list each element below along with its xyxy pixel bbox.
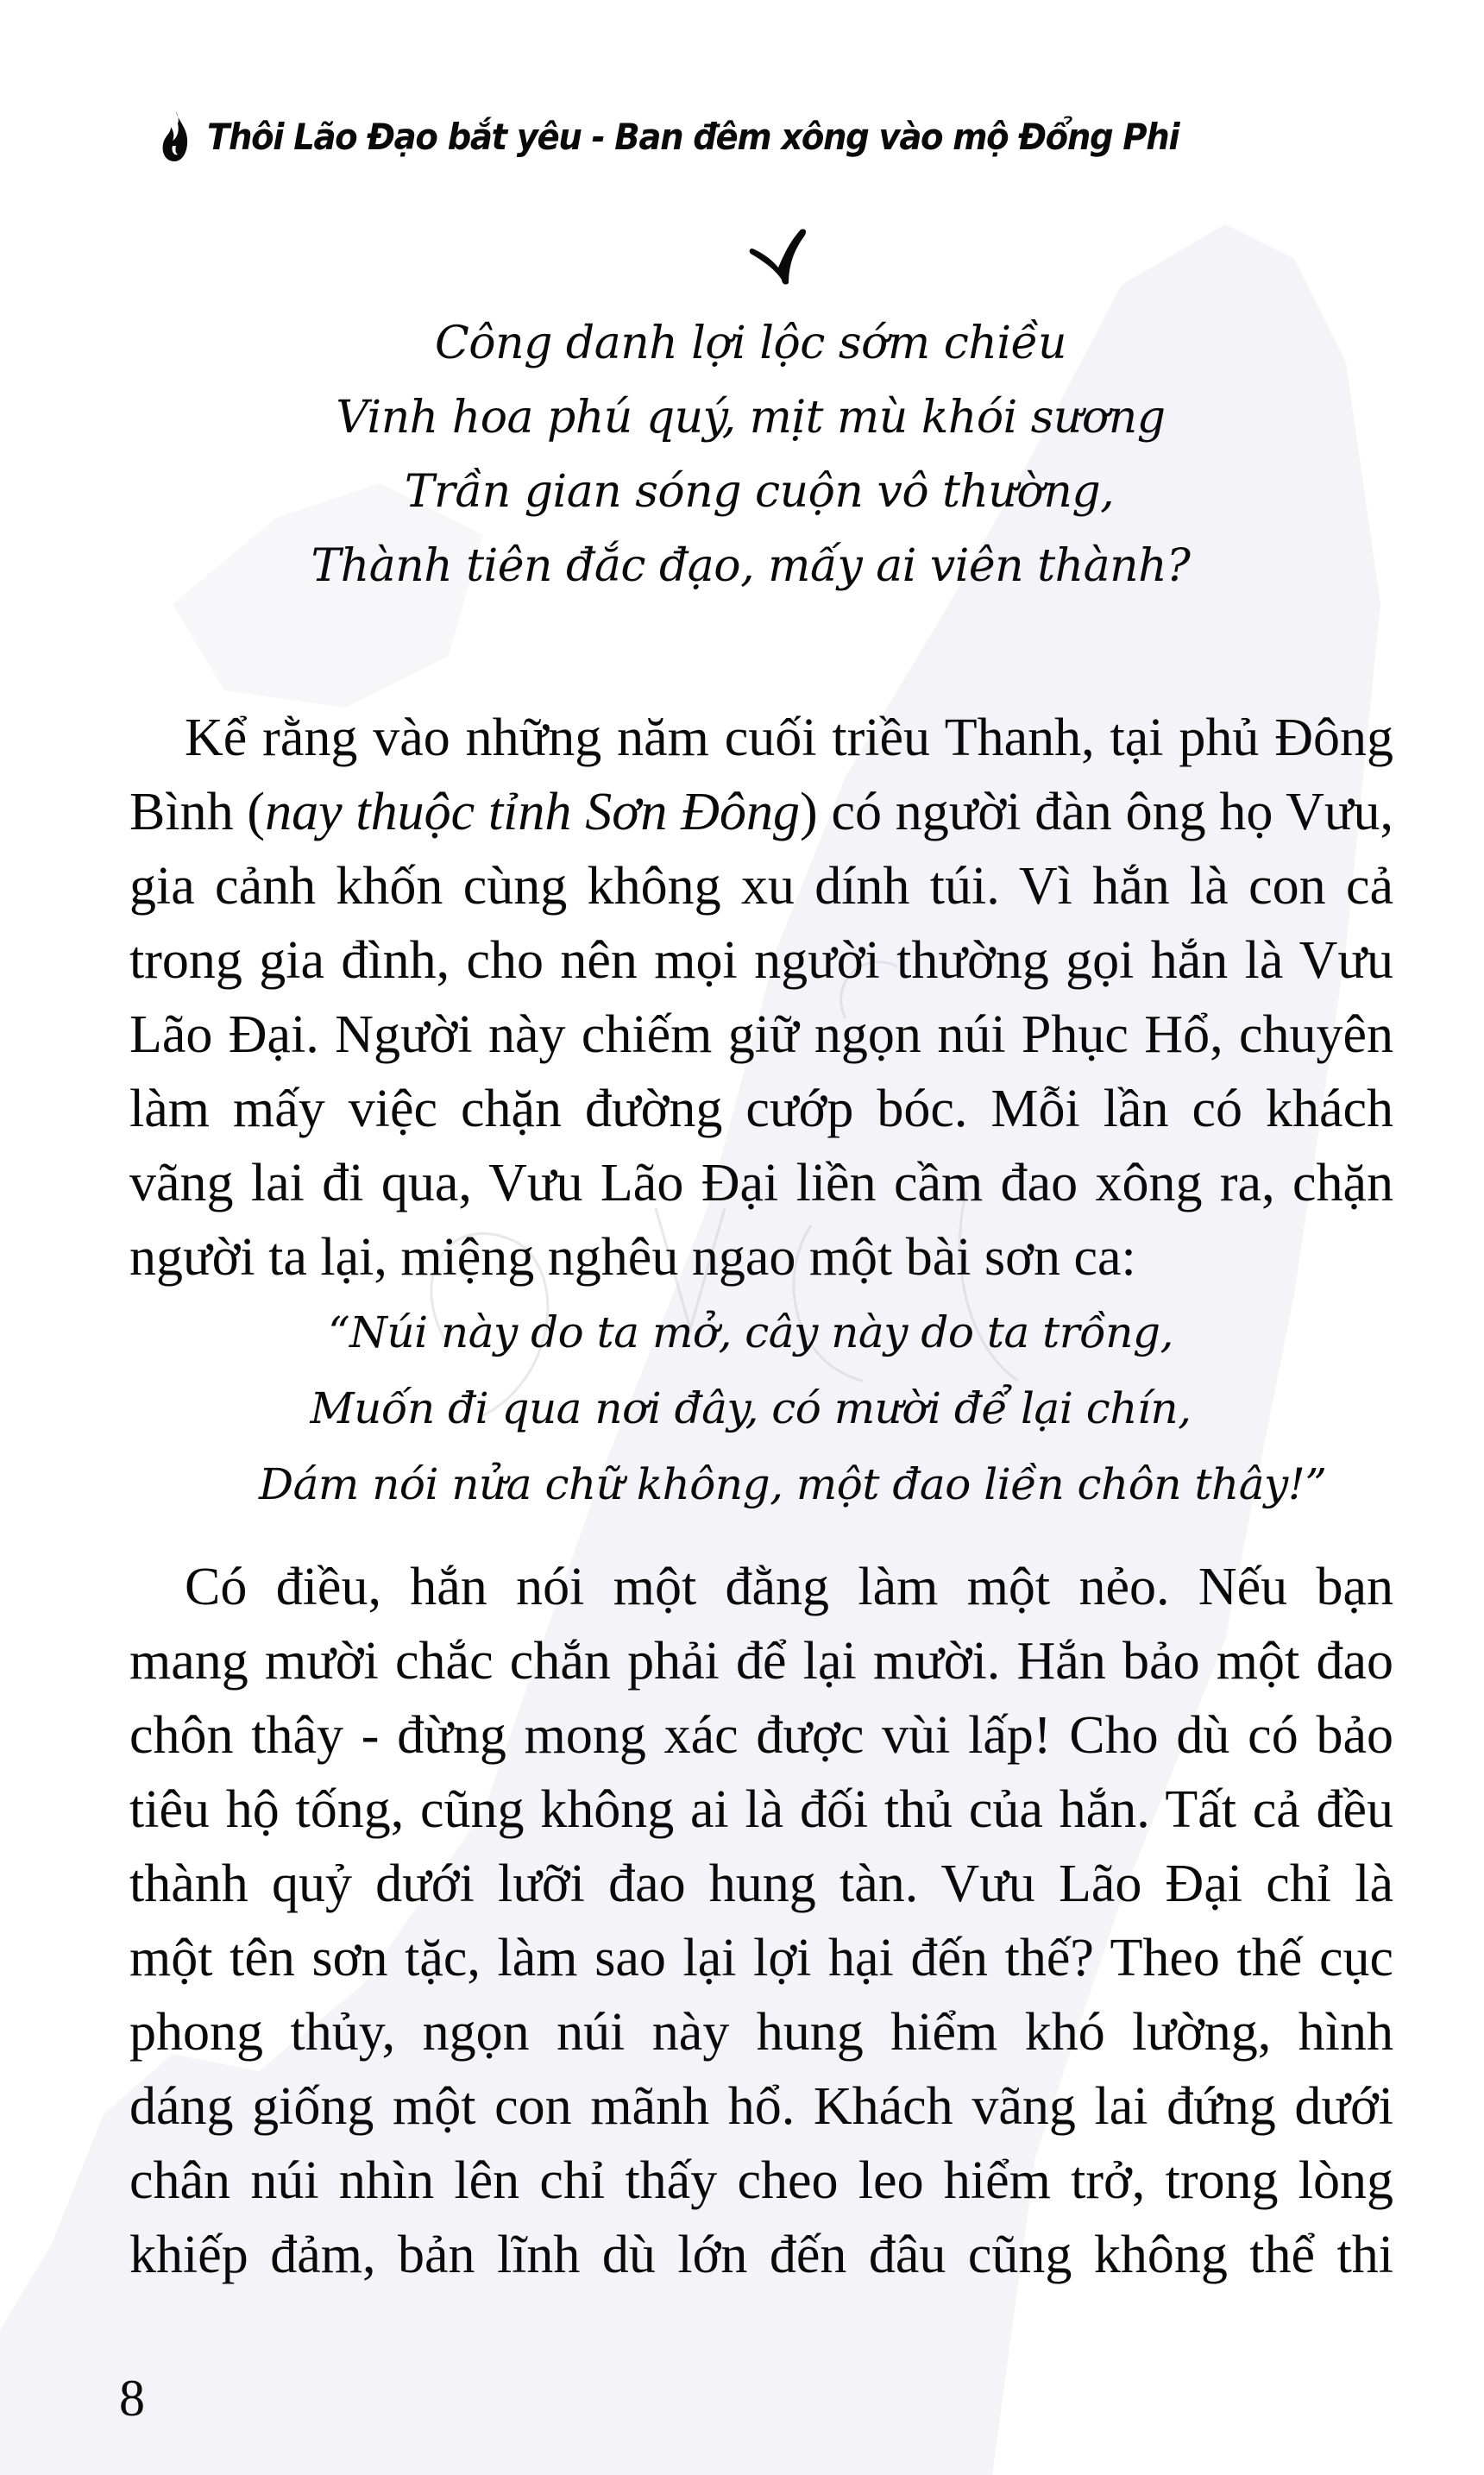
paragraph-line: chôn thây - đừng mong xác được vùi lấp! Cho dù có bảo <box>129 1706 1393 1765</box>
paragraph-line: phong thủy, ngọn núi này hung hiểm khó lường, hình <box>129 2003 1393 2062</box>
song-line: Muốn đi qua nơi đây, có mười để lại chín, <box>310 1383 1192 1433</box>
paragraph-line <box>129 775 1393 849</box>
song-line: “Núi này do ta mở, cây này do ta trồng, <box>328 1307 1173 1357</box>
opening-poem <box>259 306 1242 603</box>
paragraph-line: Kể rằng vào những năm cuối triều Thanh, tại phủ Đông <box>185 708 1393 767</box>
flame-icon <box>160 110 190 163</box>
paragraph-line: thành quỷ dưới lưỡi đao hung tàn. Vưu Lão Đại chỉ là <box>129 1855 1393 1913</box>
poem-line: Vinh hoa phú quý, mịt mù khói sương <box>336 392 1166 444</box>
paragraph-line: người ta lại, miệng nghêu ngao một bài sơn ca: <box>129 1228 1136 1287</box>
paragraph-1 <box>129 701 1393 1294</box>
poem-line: Công danh lợi lộc sớm chiều <box>435 318 1066 369</box>
paragraph-line: dáng giống một con mãnh hổ. Khách vãng lai đứng dưới <box>129 2077 1393 2136</box>
paragraph-line: mang mười chắc chắn phải để lại mười. Hắn bảo một đao <box>129 1632 1393 1691</box>
paragraph-line: vãng lai đi qua, Vưu Lão Đại liền cầm đao xông ra, chặn <box>129 1154 1393 1212</box>
poem-line: Thành tiên đắc đạo, mấy ai viên thành? <box>311 540 1191 592</box>
paragraph-line: trong gia đình, cho nên mọi người thường gọi hắn là Vưu <box>129 931 1393 990</box>
paragraph-line: khiếp đảm, bản lĩnh dù lớn đến đâu cũng không thể thi <box>129 2226 1393 2284</box>
song-line: Dám nói nửa chữ không, một đao liền chôn thây!” <box>259 1459 1327 1509</box>
paragraph-line: một tên sơn tặc, làm sao lại lợi hại đến thế? Theo thế cục <box>129 1929 1393 1987</box>
paragraph-line: tiêu hộ tống, cũng không ai là đối thủ của hắn. Tất cả đều <box>129 1780 1393 1839</box>
text-run: có người đàn ông họ Vưu, <box>831 783 1393 841</box>
poem-line: Trần gian sóng cuộn vô thường, <box>404 466 1115 518</box>
paragraph-line: làm mấy việc chặn đường cướp bóc. Mỗi lần có khách <box>129 1080 1393 1138</box>
paragraph-line: Có điều, hắn nói một đằng làm một nẻo. Nếu bạn <box>185 1558 1393 1616</box>
paragraph-2 <box>129 1550 1393 2292</box>
text-run: ) <box>799 783 832 841</box>
mountain-song <box>259 1294 1327 1522</box>
text-run: Bình ( <box>129 783 266 841</box>
paragraph-line: chân núi nhìn lên chỉ thấy cheo leo hiểm trở, trong lòng <box>129 2151 1393 2210</box>
page-number: 8 <box>119 2370 145 2427</box>
paragraph-line: Lão Đại. Người này chiếm giữ ngọn núi Phục Hổ, chuyên <box>129 1005 1393 1064</box>
italic-aside: nay thuộc tỉnh Sơn Đông <box>265 783 800 841</box>
running-head <box>160 102 1273 171</box>
paragraph-line: gia cảnh khốn cùng không xu dính túi. Vì hắn là con cả <box>129 857 1393 916</box>
running-head-title: Thôi Lão Đạo bắt yêu - Ban đêm xông vào mộ Đổng Phi <box>207 115 1179 158</box>
bird-icon <box>749 226 813 287</box>
